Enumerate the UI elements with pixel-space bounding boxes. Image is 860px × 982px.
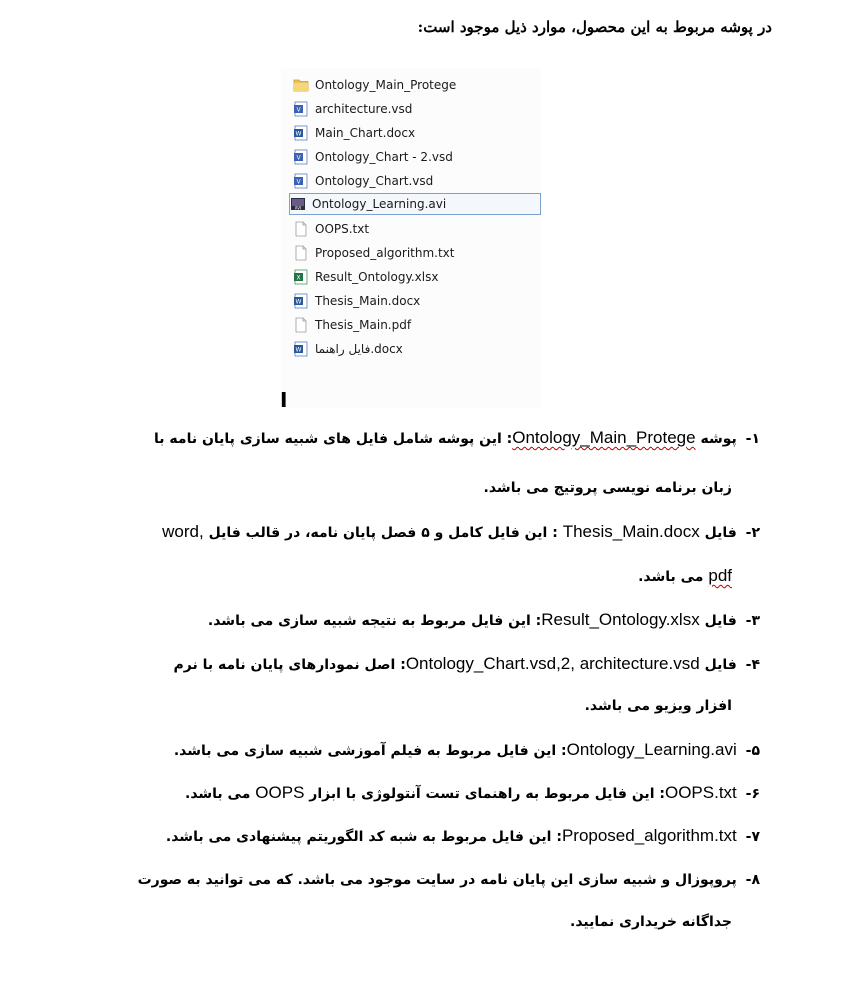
video-file-icon xyxy=(290,196,306,212)
file-row[interactable] xyxy=(293,122,538,144)
file-name: Ontology_Learning.avi xyxy=(312,197,447,211)
item-number: ۷- xyxy=(745,829,760,845)
file-name: Ontology_Chart.vsd xyxy=(315,174,434,188)
file-row[interactable] xyxy=(293,242,538,264)
list-item-3 xyxy=(208,610,760,630)
pdf-file-icon xyxy=(293,317,309,333)
list-item-6 xyxy=(185,783,760,803)
item-text: : این فایل کامل و ۵ فصل پایان نامه، در قالب فایل xyxy=(208,525,563,541)
svg-text:AVI: AVI xyxy=(294,205,302,211)
item-number: ۲- xyxy=(745,525,760,541)
file-row[interactable] xyxy=(293,74,538,96)
item-filename: Ontology_Main_Protege xyxy=(512,428,696,447)
text-file-icon xyxy=(293,245,309,261)
file-row-selected[interactable] xyxy=(289,193,541,215)
item-format: word, xyxy=(162,522,204,541)
file-name: Ontology_Main_Protege xyxy=(315,78,457,92)
list-item-7 xyxy=(166,826,760,846)
file-row[interactable] xyxy=(293,338,538,360)
svg-text:V: V xyxy=(296,178,301,186)
svg-text:W: W xyxy=(295,346,302,354)
list-item-4 xyxy=(174,654,760,674)
list-item-2-continuation xyxy=(638,566,732,586)
list-item-8-continuation xyxy=(570,914,732,930)
visio-file-icon xyxy=(293,149,309,165)
item-filename: Ontology_Chart.vsd,2, architecture.vsd xyxy=(405,654,700,673)
svg-text:W: W xyxy=(295,130,302,138)
item-text: : اصل نمودارهای پایان نامه با نرم xyxy=(173,657,406,673)
file-row[interactable] xyxy=(293,218,538,240)
word-file-icon xyxy=(293,293,309,309)
item-text: : این فایل مربوط به شبه کد الگوریتم پیشنهادی می باشد. xyxy=(165,829,562,845)
list-item-5 xyxy=(174,740,760,760)
item-number: ۸- xyxy=(745,872,760,888)
item-filename: Proposed_algorithm.txt xyxy=(561,826,737,845)
item-prefix: فایل xyxy=(704,613,737,629)
file-name: فایل راهنما.docx xyxy=(315,342,403,356)
page-heading: در پوشه مربوط به این محصول، موارد ذیل موجود است: xyxy=(417,18,772,36)
item-text: می باشد. xyxy=(638,569,709,585)
file-name: architecture.vsd xyxy=(315,102,413,116)
file-name: Proposed_algorithm.txt xyxy=(315,246,455,260)
text-file-icon xyxy=(293,221,309,237)
file-name: Result_Ontology.xlsx xyxy=(315,270,439,284)
svg-text:V: V xyxy=(296,106,301,114)
item-number: ۳- xyxy=(745,613,760,629)
list-item-2 xyxy=(162,522,760,542)
item-text: : این پوشه شامل فایل های شبیه سازی پایان نامه با xyxy=(154,431,513,447)
item-filename: Thesis_Main.docx xyxy=(562,522,700,541)
file-name: Thesis_Main.docx xyxy=(315,294,421,308)
item-prefix: فایل xyxy=(704,657,737,673)
file-row[interactable] xyxy=(293,290,538,312)
file-name: Thesis_Main.pdf xyxy=(315,318,412,332)
item-text: جداگانه خریداری نمایید. xyxy=(570,914,732,930)
folder-icon xyxy=(293,77,309,93)
svg-text:X: X xyxy=(296,274,301,282)
file-name: Main_Chart.docx xyxy=(315,126,416,140)
item-prefix: پوشه xyxy=(700,431,737,447)
item-filename: OOPS.txt xyxy=(664,783,737,802)
file-row[interactable] xyxy=(293,170,538,192)
visio-file-icon xyxy=(293,173,309,189)
item-number: ۱- xyxy=(745,431,760,447)
item-number: ۵- xyxy=(745,743,760,759)
svg-text:W: W xyxy=(295,298,302,306)
word-file-icon xyxy=(293,341,309,357)
item-number: ۴- xyxy=(745,657,760,673)
text-cursor-mark: I xyxy=(280,388,288,412)
svg-text:V: V xyxy=(296,154,301,162)
file-name: OOPS.txt xyxy=(315,222,370,236)
file-row[interactable] xyxy=(293,314,538,336)
excel-file-icon xyxy=(293,269,309,285)
list-item-1 xyxy=(154,428,760,448)
list-item-8 xyxy=(138,872,760,888)
item-text: افزار ویزیو می باشد. xyxy=(584,698,732,714)
item-number: ۶- xyxy=(745,786,760,802)
item-text: می باشد. xyxy=(185,786,256,802)
item-prefix: فایل xyxy=(704,525,737,541)
item-text: : این فایل مربوط به فیلم آموزشی شبیه سازی می باشد. xyxy=(173,743,567,759)
list-item-4-continuation xyxy=(585,698,732,714)
item-filename: Ontology_Learning.avi xyxy=(566,740,737,759)
visio-file-icon xyxy=(293,101,309,117)
word-file-icon xyxy=(293,125,309,141)
file-list-screenshot xyxy=(281,68,541,408)
file-name: Ontology_Chart - 2.vsd xyxy=(315,150,453,164)
item-text: : این فایل مربوط به راهنمای تست آنتولوژی با ابزار xyxy=(309,786,665,802)
item-text: زبان برنامه نویسی پروتیج می باشد. xyxy=(483,480,732,496)
file-row[interactable] xyxy=(293,98,538,120)
file-row[interactable] xyxy=(293,266,538,288)
item-filename: Result_Ontology.xlsx xyxy=(541,610,700,629)
item-text: : این فایل مربوط به نتیجه شبیه سازی می باشد. xyxy=(207,613,542,629)
file-row[interactable] xyxy=(293,146,538,168)
item-tool-name: OOPS xyxy=(255,783,305,802)
item-format: pdf xyxy=(708,566,732,585)
list-item-1-continuation xyxy=(484,480,732,496)
item-text: پروپوزال و شبیه سازی این پایان نامه در سایت موجود می باشد. که می توانید به صورت xyxy=(137,872,737,888)
